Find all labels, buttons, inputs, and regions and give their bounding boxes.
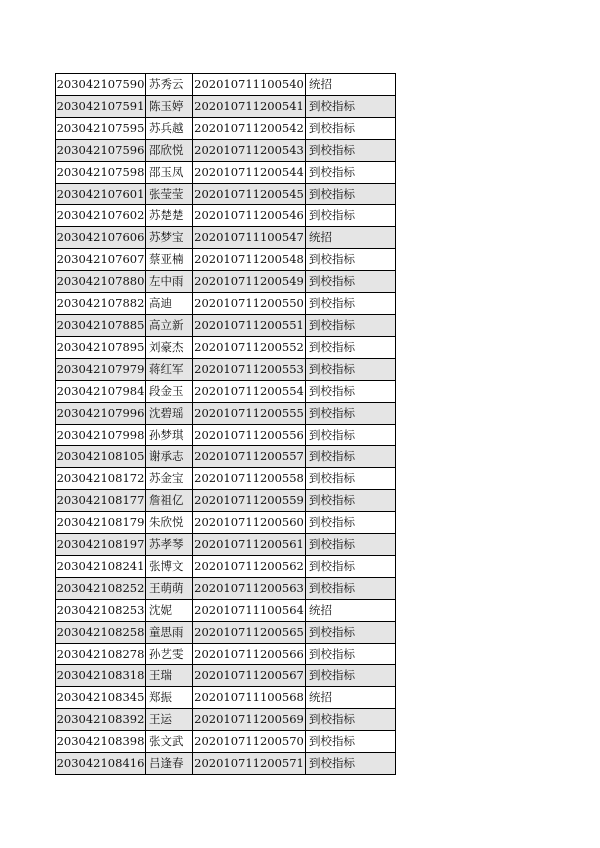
admission-type-cell: 到校指标 [306,709,396,731]
admission-number-cell: 202010711200562 [193,555,306,577]
exam-id-cell: 203042108177 [56,490,146,512]
student-name-cell: 蔡亚楠 [146,249,193,271]
exam-id-cell: 203042107880 [56,271,146,293]
student-name-cell: 谢承志 [146,446,193,468]
exam-id-cell: 203042107596 [56,139,146,161]
admission-number-cell: 202010711100540 [193,74,306,96]
student-name-cell: 邵玉凤 [146,161,193,183]
exam-id-cell: 203042107591 [56,95,146,117]
student-name-cell: 张文武 [146,731,193,753]
admission-type-cell: 到校指标 [306,358,396,380]
exam-id-cell: 203042107998 [56,424,146,446]
exam-id-cell: 203042107996 [56,402,146,424]
exam-id-cell: 203042108252 [56,577,146,599]
student-name-cell: 苏梦宝 [146,227,193,249]
exam-id-cell: 203042107602 [56,205,146,227]
admission-number-cell: 202010711200566 [193,643,306,665]
admission-number-cell: 202010711200559 [193,490,306,512]
exam-id-cell: 203042107598 [56,161,146,183]
table-row [56,95,396,117]
student-name-cell: 苏孝琴 [146,534,193,556]
student-name-cell: 童思雨 [146,621,193,643]
admission-number-cell: 202010711200567 [193,665,306,687]
admission-type-cell: 到校指标 [306,621,396,643]
table-row [56,336,396,358]
admission-type-cell: 到校指标 [306,117,396,139]
exam-id-cell: 203042108179 [56,512,146,534]
admission-type-cell: 到校指标 [306,577,396,599]
table-row [56,314,396,336]
admission-number-cell: 202010711200561 [193,534,306,556]
admission-number-cell: 202010711200570 [193,731,306,753]
table-row [56,380,396,402]
admission-type-cell: 统招 [306,599,396,621]
table-row [56,753,396,775]
student-name-cell: 苏秀云 [146,74,193,96]
table-row [56,490,396,512]
admission-number-cell: 202010711200551 [193,314,306,336]
table-row [56,512,396,534]
student-name-cell: 高迪 [146,293,193,315]
admission-number-cell: 202010711100564 [193,599,306,621]
student-name-cell: 朱欣悦 [146,512,193,534]
admission-type-cell: 到校指标 [306,139,396,161]
admission-number-cell: 202010711200553 [193,358,306,380]
student-name-cell: 左中雨 [146,271,193,293]
exam-id-cell: 203042108345 [56,687,146,709]
admission-number-cell: 202010711200569 [193,709,306,731]
table-row [56,731,396,753]
table-row [56,293,396,315]
student-name-cell: 苏金宝 [146,468,193,490]
exam-id-cell: 203042107895 [56,336,146,358]
table-row [56,555,396,577]
table-row [56,424,396,446]
table-row [56,402,396,424]
student-name-cell: 沈碧瑶 [146,402,193,424]
roster-table-body [56,74,396,775]
student-name-cell: 张莹莹 [146,183,193,205]
admission-number-cell: 202010711100547 [193,227,306,249]
student-name-cell: 吕逢春 [146,753,193,775]
table-row [56,599,396,621]
table-row [56,358,396,380]
admission-type-cell: 到校指标 [306,446,396,468]
admission-type-cell: 到校指标 [306,731,396,753]
admission-number-cell: 202010711200571 [193,753,306,775]
admission-type-cell: 统招 [306,687,396,709]
admission-type-cell: 到校指标 [306,468,396,490]
student-name-cell: 詹祖亿 [146,490,193,512]
exam-id-cell: 203042108398 [56,731,146,753]
exam-id-cell: 203042108278 [56,643,146,665]
exam-id-cell: 203042107607 [56,249,146,271]
admission-type-cell: 到校指标 [306,336,396,358]
exam-id-cell: 203042107601 [56,183,146,205]
admission-number-cell: 202010711200543 [193,139,306,161]
table-row [56,161,396,183]
exam-id-cell: 203042107595 [56,117,146,139]
exam-id-cell: 203042107606 [56,227,146,249]
admission-type-cell: 到校指标 [306,380,396,402]
table-row [56,709,396,731]
admission-type-cell: 到校指标 [306,293,396,315]
admission-number-cell: 202010711200544 [193,161,306,183]
student-name-cell: 王运 [146,709,193,731]
table-row [56,117,396,139]
student-name-cell: 沈妮 [146,599,193,621]
table-row [56,643,396,665]
exam-id-cell: 203042108416 [56,753,146,775]
table-row [56,74,396,96]
exam-id-cell: 203042108197 [56,534,146,556]
admission-number-cell: 202010711200546 [193,205,306,227]
exam-id-cell: 203042107984 [56,380,146,402]
student-name-cell: 段金玉 [146,380,193,402]
table-row [56,468,396,490]
admission-number-cell: 202010711200550 [193,293,306,315]
admission-number-cell: 202010711200549 [193,271,306,293]
admission-number-cell: 202010711200565 [193,621,306,643]
admission-number-cell: 202010711200552 [193,336,306,358]
table-row [56,446,396,468]
table-row [56,577,396,599]
admission-number-cell: 202010711200555 [193,402,306,424]
exam-id-cell: 203042107885 [56,314,146,336]
exam-id-cell: 203042107882 [56,293,146,315]
admission-number-cell: 202010711200557 [193,446,306,468]
student-name-cell: 邵欣悦 [146,139,193,161]
admission-type-cell: 到校指标 [306,205,396,227]
admission-number-cell: 202010711200548 [193,249,306,271]
admission-number-cell: 202010711200556 [193,424,306,446]
admission-number-cell: 202010711200558 [193,468,306,490]
table-row [56,534,396,556]
admission-type-cell: 统招 [306,227,396,249]
admission-type-cell: 到校指标 [306,95,396,117]
student-name-cell: 苏兵越 [146,117,193,139]
admission-type-cell: 到校指标 [306,555,396,577]
table-row [56,227,396,249]
admission-type-cell: 到校指标 [306,490,396,512]
exam-id-cell: 203042108318 [56,665,146,687]
exam-id-cell: 203042108105 [56,446,146,468]
student-name-cell: 孙艺雯 [146,643,193,665]
table-row [56,183,396,205]
admission-number-cell: 202010711200554 [193,380,306,402]
admission-number-cell: 202010711200563 [193,577,306,599]
student-name-cell: 陈玉婷 [146,95,193,117]
table-row [56,665,396,687]
student-name-cell: 刘豪杰 [146,336,193,358]
table-row [56,621,396,643]
admission-type-cell: 到校指标 [306,183,396,205]
exam-id-cell: 203042108172 [56,468,146,490]
exam-id-cell: 203042107590 [56,74,146,96]
admission-number-cell: 202010711200560 [193,512,306,534]
admission-number-cell: 202010711100568 [193,687,306,709]
exam-id-cell: 203042108241 [56,555,146,577]
admission-type-cell: 到校指标 [306,249,396,271]
admission-type-cell: 到校指标 [306,665,396,687]
admission-roster-table [55,73,396,775]
admission-type-cell: 到校指标 [306,161,396,183]
student-name-cell: 王瑞 [146,665,193,687]
admission-type-cell: 到校指标 [306,753,396,775]
admission-number-cell: 202010711200542 [193,117,306,139]
admission-type-cell: 到校指标 [306,643,396,665]
admission-type-cell: 到校指标 [306,314,396,336]
table-row [56,687,396,709]
student-name-cell: 孙梦琪 [146,424,193,446]
exam-id-cell: 203042108258 [56,621,146,643]
admission-type-cell: 到校指标 [306,534,396,556]
exam-id-cell: 203042108392 [56,709,146,731]
table-row [56,205,396,227]
student-name-cell: 苏楚楚 [146,205,193,227]
admission-type-cell: 统招 [306,74,396,96]
admission-number-cell: 202010711200545 [193,183,306,205]
student-name-cell: 郑振 [146,687,193,709]
table-row [56,139,396,161]
exam-id-cell: 203042107979 [56,358,146,380]
admission-number-cell: 202010711200541 [193,95,306,117]
student-name-cell: 张博文 [146,555,193,577]
admission-type-cell: 到校指标 [306,271,396,293]
exam-id-cell: 203042108253 [56,599,146,621]
admission-type-cell: 到校指标 [306,512,396,534]
student-name-cell: 高立新 [146,314,193,336]
table-row [56,249,396,271]
student-name-cell: 蒋红军 [146,358,193,380]
student-name-cell: 王萌萌 [146,577,193,599]
admission-type-cell: 到校指标 [306,424,396,446]
admission-type-cell: 到校指标 [306,402,396,424]
table-row [56,271,396,293]
